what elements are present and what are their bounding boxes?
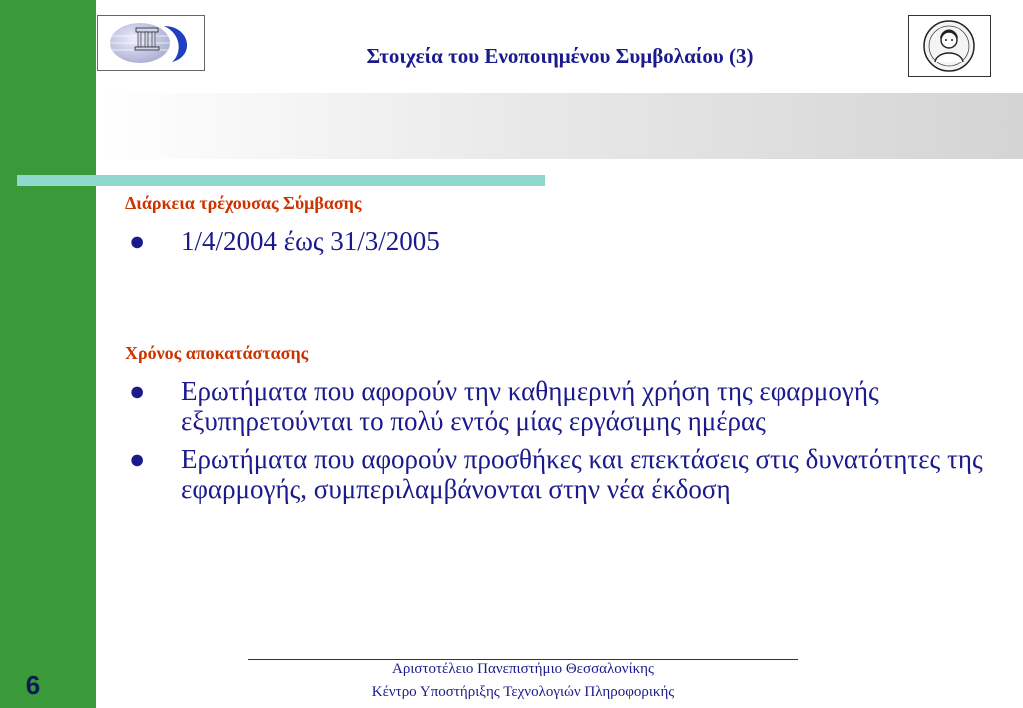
header-gradient-band [96,93,1023,159]
sidebar-bar [0,0,96,708]
bullet-list-duration [125,226,985,256]
bullet-icon: ● [129,444,146,474]
university-logo-icon [97,15,205,71]
bullet-text: Ερωτήματα που αφορούν προσθήκες και επεκτάσεις στις δυνατότητες της εφαρμογής, συμπεριλαμβάνονται στην νέα έκδοση [181,444,983,504]
footer-center: Κέντρο Υποστήριξης Τεχνολογιών Πληροφορικής [371,684,675,700]
aristotle-portrait-seal-icon [908,15,991,77]
footer-divider [248,659,798,660]
list-item [125,444,985,504]
section-heading-contract-duration: Διάρκεια τρέχουσας Σύμβασης [125,193,362,213]
bullet-text: Ερωτήματα που αφορούν την καθημερινή χρήση της εφαρμογής εξυπηρετούνται το πολύ εντός μίας εργάσιμης ημέρας [181,376,879,436]
footer-university: Αριστοτέλειο Πανεπιστήμιο Θεσσαλονίκης [392,661,654,677]
section-heading-recovery-time: Χρόνος αποκατάστασης [125,343,309,363]
bullet-text: 1/4/2004 έως 31/3/2005 [181,226,440,256]
bullet-icon: ● [129,226,146,256]
list-item [125,226,985,256]
bullet-icon: ● [129,376,146,406]
slide-title: Στοιχεία του Ενοποιημένου Συμβολαίου (3) [366,44,754,68]
bullet-list-recovery [125,376,985,504]
list-item [125,376,985,436]
accent-line [17,175,545,186]
slide-number: 6 [25,670,41,700]
